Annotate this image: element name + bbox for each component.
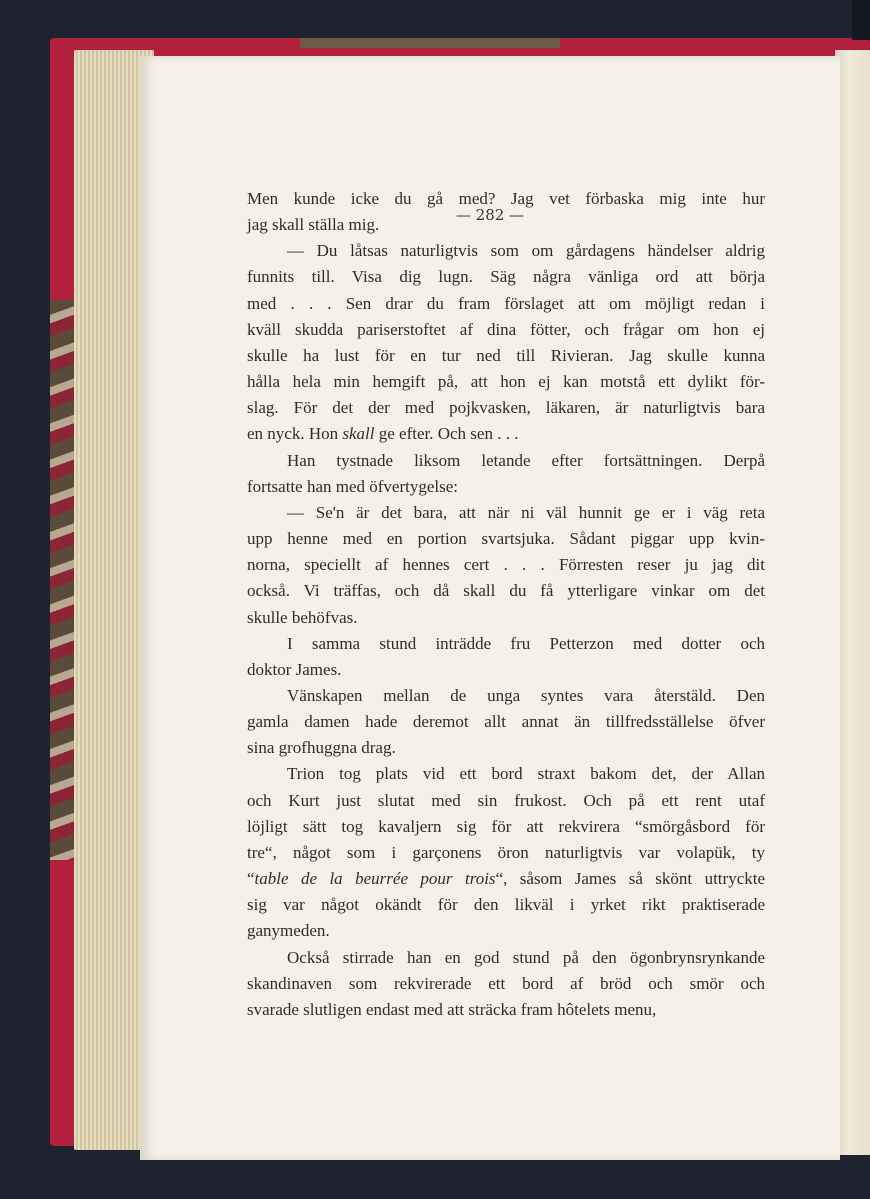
text-line: I samma stund inträdde fru Petterzon med dotter och [287,633,765,653]
text-line: upp henne med en portion svartsjuka. Sådant piggar upp kvin- [247,529,765,549]
text-line: Också stirrade han en god stund på den ögonbrynsrynkande [287,947,765,967]
text-line: skulle behöfvas. [247,607,358,627]
text-line [247,866,765,892]
text-segment: en nyck. Hon [247,424,343,444]
text-line: och Kurt just slutat med sin frukost. Och på ett rent utaf [247,790,765,810]
text-line: också. Vi träffas, och då skall du få ytterligare vinkar om det [247,581,765,601]
text-line: norna, speciellt af hennes cert . . . Förresten reser ju jag dit [247,555,765,575]
text-line: löjligt sätt tog kavaljern sig för att rekvirera “smörgåsbord för [247,816,765,836]
text-line: Vänskapen mellan de unga syntes vara återstäld. Den [287,685,765,705]
text-line: Trion tog plats vid ett bord straxt bakom det, der Allan [287,764,765,784]
page-number: — 282 — [455,206,525,224]
text-segment: “ [247,869,255,889]
text-line: — Se'n är det bara, att när ni väl hunnit ge er i väg reta [287,502,765,522]
text-line: skulle ha lust för en tur ned till Rivieran. Jag skulle kunna [247,345,765,365]
text-line: — Du låtsas naturligtvis som om gårdagens händelser aldrig [287,241,765,261]
text-line: doktor James. [247,659,342,679]
italic-text: table de la beurrée pour trois [254,869,496,889]
text-line: Han tystnade liksom letande efter fortsättningen. Derpå [287,450,765,470]
text-line: fortsatte han med öfvertygelse: [247,476,459,496]
text-line: gamla damen hade deremot allt annat än tillfredsställelse öfver [247,712,765,732]
text-line: hålla hela min hemgift på, att hon ej kan motstå ett dylikt för- [247,372,765,392]
book-spine-top [300,38,560,48]
text-segment: “, såsom James så skönt uttryckte [495,869,766,889]
text-line: tre“, något som i garçonens öron naturligtvis var volapük, ty [247,842,765,862]
text-line: funnits till. Visa dig lugn. Säg några vänliga ord att börja [247,267,765,287]
text-line: ganymeden. [247,921,330,941]
body-text [247,186,765,1023]
text-line: Men kunde icke du gå med? Jag vet förbaska mig inte hur [247,189,765,208]
marbled-endpaper [50,300,76,860]
text-line: slag. För det der med pojkvasken, läkaren, är naturligtvis bara [247,398,765,418]
text-line: sig var något okändt för den likväl i yrket rikt praktiserade [247,895,765,915]
italic-text: skall [342,424,375,444]
facing-page-edge [835,50,870,1155]
text-line: sina grofhuggna drag. [247,738,396,758]
text-line [247,421,765,447]
text-line: jag skall ställa mig. [247,215,380,235]
text-line: med . . . Sen drar du fram förslaget att om möjligt redan i [247,293,765,313]
text-line: skandinaven som rekvirerade ett bord af bröd och smör och [247,973,765,993]
text-line: kväll skudda pariserstoftet af dina fötter, och frågar om hon ej [247,319,765,339]
text-segment: ge efter. Och sen . . . [374,424,519,444]
background-corner [852,0,870,40]
text-line: svarade slutligen endast med att sträcka fram hôtelets menu, [247,999,657,1019]
